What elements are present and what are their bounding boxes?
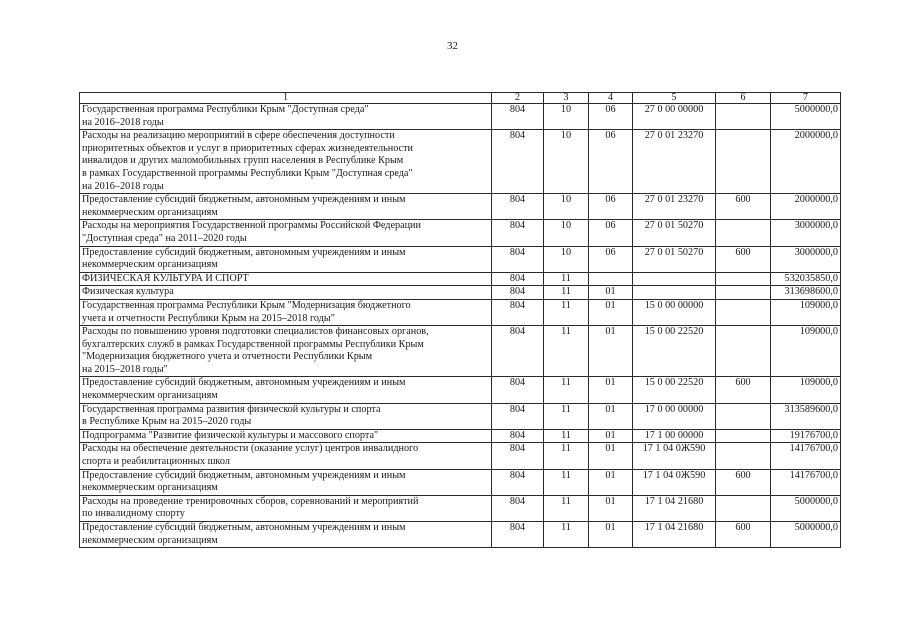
expense-type-code	[716, 220, 771, 246]
description-line: некоммерческим организациям	[82, 259, 218, 271]
description-line: инвалидов и других маломобильных групп населения в Республике Крым	[82, 155, 404, 167]
target-article-code	[633, 286, 716, 300]
amount-cell: 2000000,0	[771, 130, 841, 194]
table-row	[80, 246, 841, 272]
page-number: 32	[447, 40, 458, 52]
target-article-code: 15 0 00 22520	[633, 326, 716, 377]
row-description	[80, 130, 492, 194]
section-code: 11	[544, 272, 589, 286]
expense-type-code: 600	[716, 469, 771, 495]
section-code: 10	[544, 246, 589, 272]
expense-type-code	[716, 130, 771, 194]
amount-cell: 2000000,0	[771, 194, 841, 220]
description-line: Расходы на реализацию мероприятий в сфере обеспечения доступности	[82, 130, 395, 142]
subsection-code: 01	[589, 443, 633, 469]
target-article-code: 27 0 00 00000	[633, 104, 716, 130]
row-description	[80, 220, 492, 246]
amount-cell: 3000000,0	[771, 220, 841, 246]
target-article-code: 17 0 00 00000	[633, 403, 716, 429]
description-line: Расходы на проведение тренировочных сборов, соревнований и мероприятий	[82, 495, 419, 507]
row-description	[80, 286, 492, 300]
ministry-code: 804	[492, 403, 544, 429]
description-line: на 2015–2018 годы"	[82, 363, 168, 375]
description-line: Государственная программа развития физической культуры и спорта	[82, 403, 381, 415]
expense-type-code	[716, 403, 771, 429]
expense-type-code	[716, 299, 771, 325]
target-article-code	[633, 272, 716, 286]
row-description	[80, 429, 492, 443]
column-header-7: 7	[771, 93, 841, 104]
section-code: 11	[544, 326, 589, 377]
amount-cell: 14176700,0	[771, 443, 841, 469]
amount-cell: 109000,0	[771, 377, 841, 403]
ministry-code: 804	[492, 429, 544, 443]
target-article-code: 27 0 01 23270	[633, 130, 716, 194]
table-row	[80, 469, 841, 495]
subsection-code: 06	[589, 104, 633, 130]
ministry-code: 804	[492, 495, 544, 521]
target-article-code: 17 1 04 0Ж590	[633, 469, 716, 495]
section-code: 11	[544, 377, 589, 403]
expense-type-code	[716, 326, 771, 377]
description-line: некоммерческим организациям	[82, 390, 218, 402]
subsection-code: 01	[589, 429, 633, 443]
description-line: Государственная программа Республики Крым "Модернизация бюджетного	[82, 299, 411, 311]
table-row	[80, 403, 841, 429]
column-header-4: 4	[589, 93, 633, 104]
subsection-code: 01	[589, 495, 633, 521]
description-line: Предоставление субсидий бюджетным, автономным учреждениям и иным	[82, 469, 406, 481]
subsection-code: 06	[589, 194, 633, 220]
section-code: 11	[544, 403, 589, 429]
column-header-5: 5	[633, 93, 716, 104]
ministry-code: 804	[492, 326, 544, 377]
section-code: 11	[544, 495, 589, 521]
expense-type-code	[716, 104, 771, 130]
ministry-code: 804	[492, 130, 544, 194]
table-row	[80, 130, 841, 194]
row-description	[80, 194, 492, 220]
subsection-code: 01	[589, 286, 633, 300]
row-description	[80, 403, 492, 429]
subsection-code: 01	[589, 469, 633, 495]
amount-cell: 3000000,0	[771, 246, 841, 272]
target-article-code: 27 0 01 23270	[633, 194, 716, 220]
target-article-code: 27 0 01 50270	[633, 246, 716, 272]
expense-type-code: 600	[716, 377, 771, 403]
table-row	[80, 220, 841, 246]
subsection-code: 06	[589, 246, 633, 272]
description-line: некоммерческим организациям	[82, 482, 218, 494]
ministry-code: 804	[492, 522, 544, 548]
description-line: Государственная программа Республики Крым "Доступная среда"	[82, 104, 369, 115]
expense-type-code: 600	[716, 194, 771, 220]
ministry-code: 804	[492, 104, 544, 130]
section-code: 11	[544, 469, 589, 495]
subsection-code: 01	[589, 522, 633, 548]
table-row	[80, 299, 841, 325]
table-row	[80, 443, 841, 469]
row-description	[80, 299, 492, 325]
ministry-code: 804	[492, 299, 544, 325]
row-description	[80, 104, 492, 130]
row-description	[80, 377, 492, 403]
subsection-code: 01	[589, 326, 633, 377]
column-header-1: 1	[80, 93, 492, 104]
description-line: "Доступная среда" на 2011–2020 годы	[82, 232, 247, 244]
row-description	[80, 495, 492, 521]
description-line: спорта и реабилитационных школ	[82, 456, 230, 468]
section-code: 10	[544, 104, 589, 130]
target-article-code: 15 0 00 00000	[633, 299, 716, 325]
expense-type-code	[716, 272, 771, 286]
description-line: Предоставление субсидий бюджетным, автономным учреждениям и иным	[82, 522, 406, 533]
section-code: 11	[544, 429, 589, 443]
amount-cell: 19176700,0	[771, 429, 841, 443]
description-line: в Республике Крым на 2015–2020 годы	[82, 416, 252, 428]
budget-table	[79, 92, 841, 548]
table-row	[80, 272, 841, 286]
description-line: на 2016–2018 годы	[82, 180, 164, 192]
subsection-code: 06	[589, 220, 633, 246]
amount-cell: 109000,0	[771, 299, 841, 325]
table-row	[80, 429, 841, 443]
expense-type-code: 600	[716, 522, 771, 548]
amount-cell: 14176700,0	[771, 469, 841, 495]
description-line: Предоставление субсидий бюджетным, автономным учреждениям и иным	[82, 246, 406, 258]
description-line: приоритетных объектов и услуг в приоритетных сферах жизнедеятельности	[82, 142, 413, 154]
amount-cell: 313589600,0	[771, 403, 841, 429]
row-description	[80, 469, 492, 495]
section-code: 11	[544, 522, 589, 548]
table-row	[80, 522, 841, 548]
table-row	[80, 194, 841, 220]
row-description	[80, 272, 492, 286]
description-line: бухгалтерских служб в рамках Государственной программы Республики Крым	[82, 338, 424, 350]
ministry-code: 804	[492, 443, 544, 469]
amount-cell: 5000000,0	[771, 522, 841, 548]
description-line: на 2016–2018 годы	[82, 116, 164, 128]
ministry-code: 804	[492, 377, 544, 403]
subsection-code: 01	[589, 299, 633, 325]
target-article-code: 27 0 01 50270	[633, 220, 716, 246]
table-row	[80, 377, 841, 403]
amount-cell: 5000000,0	[771, 104, 841, 130]
row-description	[80, 326, 492, 377]
description-line: Расходы на мероприятия Государственной программы Российской Федерации	[82, 220, 421, 232]
description-line: Предоставление субсидий бюджетным, автономным учреждениям и иным	[82, 377, 406, 389]
description-line: в рамках Государственной программы Республики Крым "Доступная среда"	[82, 167, 413, 179]
section-code: 11	[544, 443, 589, 469]
target-article-code: 17 1 00 00000	[633, 429, 716, 443]
target-article-code: 17 1 04 21680	[633, 522, 716, 548]
expense-type-code	[716, 443, 771, 469]
amount-cell: 313698600,0	[771, 286, 841, 300]
row-description	[80, 443, 492, 469]
ministry-code: 804	[492, 286, 544, 300]
column-header-3: 3	[544, 93, 589, 104]
ministry-code: 804	[492, 272, 544, 286]
expense-type-code	[716, 495, 771, 521]
table-row	[80, 495, 841, 521]
description-line: Физическая культура	[82, 286, 174, 298]
section-code: 11	[544, 286, 589, 300]
ministry-code: 804	[492, 469, 544, 495]
target-article-code: 17 1 04 21680	[633, 495, 716, 521]
description-line: "Модернизация бюджетного учета и отчетности Республики Крым	[82, 351, 373, 363]
section-code: 11	[544, 299, 589, 325]
description-line: Предоставление субсидий бюджетным, автономным учреждениям и иным	[82, 194, 406, 206]
ministry-code: 804	[492, 246, 544, 272]
description-line: ФИЗИЧЕСКАЯ КУЛЬТУРА И СПОРТ	[82, 272, 249, 284]
description-line: Подпрограмма "Развитие физической культуры и массового спорта"	[82, 429, 379, 441]
table-row	[80, 104, 841, 130]
description-line: учета и отчетности Республики Крым на 2015–2018 годы"	[82, 312, 335, 324]
section-code: 10	[544, 130, 589, 194]
amount-cell: 109000,0	[771, 326, 841, 377]
amount-cell: 5000000,0	[771, 495, 841, 521]
subsection-code: 01	[589, 377, 633, 403]
table-row	[80, 326, 841, 377]
column-number-row	[80, 93, 841, 104]
description-line: Расходы по повышению уровня подготовки специалистов финансовых органов,	[82, 326, 429, 338]
section-code: 10	[544, 220, 589, 246]
target-article-code: 15 0 00 22520	[633, 377, 716, 403]
expense-type-code	[716, 286, 771, 300]
amount-cell: 532035850,0	[771, 272, 841, 286]
table-body	[80, 104, 841, 548]
column-header-6: 6	[716, 93, 771, 104]
description-line: по инвалидному спорту	[82, 508, 185, 520]
description-line: некоммерческим организациям	[82, 206, 218, 218]
table-row	[80, 286, 841, 300]
ministry-code: 804	[492, 220, 544, 246]
section-code: 10	[544, 194, 589, 220]
description-line: некоммерческим организациям	[82, 534, 218, 546]
target-article-code: 17 1 04 0Ж590	[633, 443, 716, 469]
column-header-2: 2	[492, 93, 544, 104]
expense-type-code	[716, 429, 771, 443]
row-description	[80, 522, 492, 548]
ministry-code: 804	[492, 194, 544, 220]
subsection-code: 06	[589, 130, 633, 194]
subsection-code: 01	[589, 403, 633, 429]
description-line: Расходы на обеспечение деятельности (оказание услуг) центров инвалидного	[82, 443, 419, 455]
row-description	[80, 246, 492, 272]
expense-type-code: 600	[716, 246, 771, 272]
subsection-code	[589, 272, 633, 286]
